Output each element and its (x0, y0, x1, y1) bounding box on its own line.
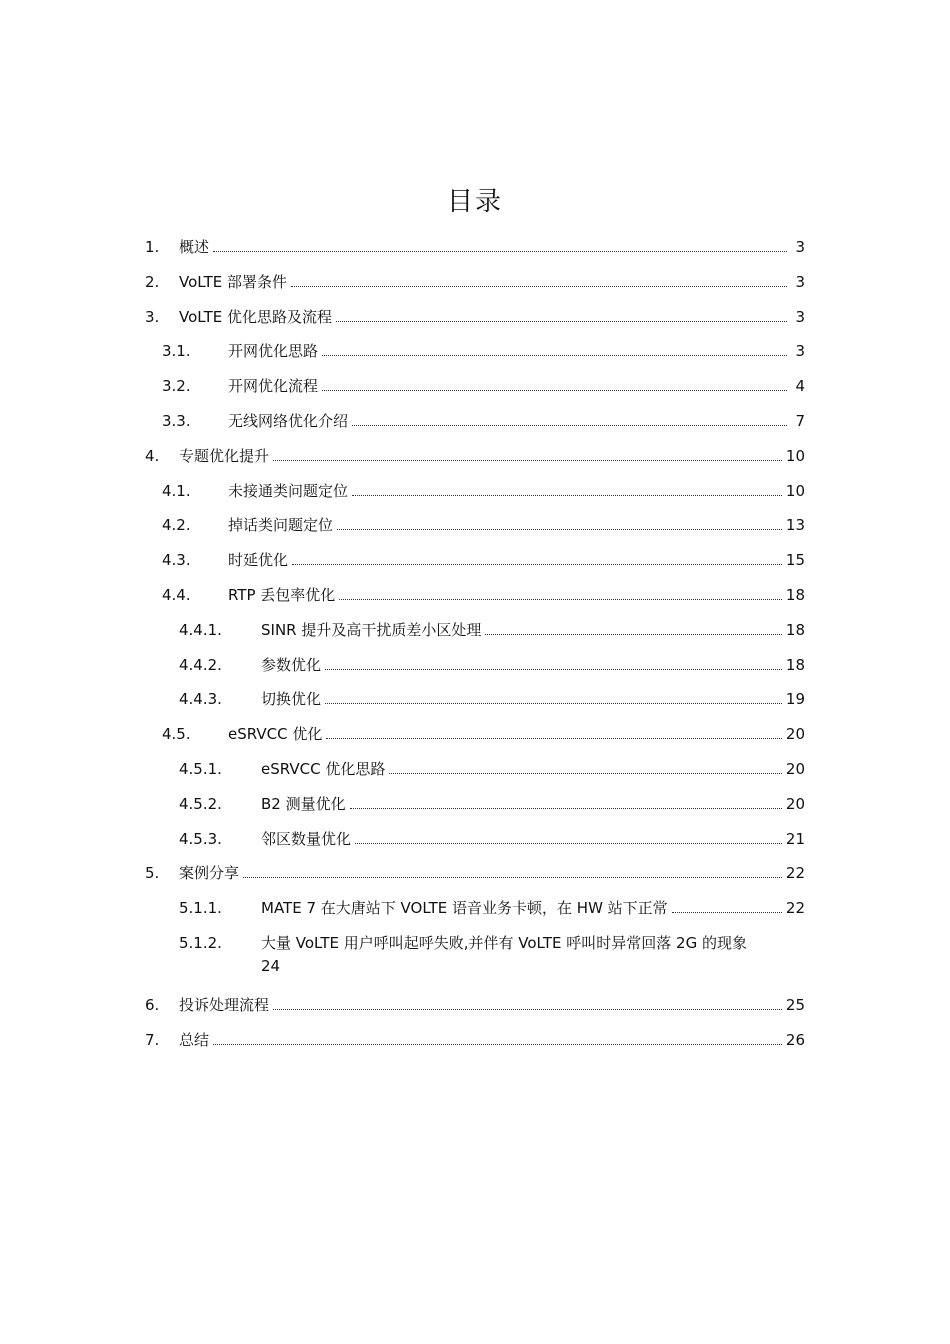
page-title: 目录 (446, 187, 503, 217)
toc-entry-page: 24 (261, 956, 281, 975)
toc-entry-page: 3 (795, 307, 805, 326)
toc-entry-page: 19 (785, 690, 805, 709)
toc-entry-label: 掉话类问题定位 (228, 508, 337, 543)
dot-leader (350, 808, 782, 809)
toc-entry[interactable] (0, 404, 950, 439)
toc-entry[interactable] (0, 439, 950, 474)
toc-entry-label: 邻区数量优化 (261, 822, 355, 857)
toc-entry-label: 开网优化流程 (228, 369, 322, 404)
toc-entry[interactable] (0, 787, 950, 822)
toc-entry[interactable] (0, 856, 950, 891)
toc-entry-number: 1. (145, 238, 160, 256)
toc-entry-label: VoLTE 部署条件 (179, 265, 291, 300)
toc-entry[interactable] (0, 717, 950, 752)
toc-entry-label: SINR 提升及高干扰质差小区处理 (261, 613, 485, 648)
toc-entry-label: 案例分享 (179, 856, 243, 891)
toc-entry[interactable] (0, 891, 950, 926)
toc-entry[interactable] (0, 334, 950, 369)
toc-entry[interactable] (0, 369, 950, 404)
dot-leader (292, 564, 782, 565)
toc-entry[interactable] (0, 613, 950, 648)
toc-entry-label: 概述 (179, 230, 213, 265)
toc-entry-page: 3 (795, 238, 805, 256)
toc-entry-label: 切换优化 (261, 682, 325, 717)
toc-entry-number: 4.4.3. (179, 690, 222, 709)
toc-entry-label: 大量 VoLTE 用户呼叫起呼失败,并伴有 VoLTE 呼叫时异常回落 2G 的现象 (261, 933, 747, 952)
toc-entry-page: 7 (795, 411, 805, 430)
toc-entry-number: 5.1.1. (179, 899, 222, 918)
toc-entry-label: 参数优化 (261, 648, 325, 683)
dot-leader (322, 390, 787, 391)
toc-entry-label: 时延优化 (228, 543, 292, 578)
toc-entry[interactable] (0, 682, 950, 717)
toc-entry-page: 3 (795, 272, 805, 291)
dot-leader (336, 321, 787, 322)
toc-entry[interactable] (0, 230, 950, 265)
toc-entry-number: 7. (145, 1030, 160, 1049)
toc-entry-page: 20 (785, 794, 805, 813)
dot-leader (273, 460, 782, 461)
dot-leader (352, 425, 787, 426)
toc-entry-number: 5.1.2. (179, 933, 222, 952)
toc-entry-page: 18 (785, 655, 805, 674)
toc-entry-page: 10 (785, 446, 805, 465)
toc-entry-number: 4.3. (162, 551, 191, 570)
toc-entry-number: 4.5.3. (179, 829, 222, 848)
dot-leader (352, 495, 782, 496)
toc-entry[interactable] (0, 508, 950, 543)
toc-entry-label: VoLTE 优化思路及流程 (179, 300, 336, 335)
dot-leader (243, 877, 782, 878)
toc-entry-number: 4.5. (162, 725, 191, 744)
toc-entry-page: 4 (795, 377, 805, 396)
toc-entry-number: 4.2. (162, 516, 191, 535)
toc-entry[interactable] (0, 578, 950, 613)
toc-entry[interactable] (0, 926, 950, 988)
toc-entry[interactable] (0, 1023, 950, 1058)
dot-leader (322, 355, 787, 356)
toc-entry-number: 4.5.1. (179, 759, 222, 778)
toc-entry[interactable] (0, 822, 950, 857)
toc-entry-page: 21 (785, 829, 805, 848)
dot-leader (339, 599, 782, 600)
toc-entry-page: 20 (785, 759, 805, 778)
toc-entry[interactable] (0, 543, 950, 578)
toc-entry-label: eSRVCC 优化 (228, 717, 326, 752)
toc-entry-label: eSRVCC 优化思路 (261, 752, 389, 787)
toc-entry-label: 投诉处理流程 (179, 988, 273, 1023)
toc-entry-label: 未接通类问题定位 (228, 474, 352, 509)
toc-entry-number: 6. (145, 995, 160, 1014)
dot-leader (213, 251, 787, 252)
toc-entry-number: 2. (145, 272, 160, 291)
dot-leader (355, 843, 782, 844)
toc-entry-page: 26 (785, 1030, 805, 1049)
toc-entry-number: 3.3. (162, 411, 191, 430)
dot-leader (213, 1044, 782, 1045)
dot-leader (389, 773, 782, 774)
toc-entry[interactable] (0, 474, 950, 509)
dot-leader (485, 634, 782, 635)
toc-entry-page: 3 (795, 342, 805, 361)
toc-entry-page: 10 (785, 481, 805, 500)
toc-entry-page: 18 (785, 585, 805, 604)
toc-entry-label: MATE 7 在大唐站下 VOLTE 语音业务卡顿，在 HW 站下正常 (261, 891, 672, 926)
dot-leader (326, 738, 782, 739)
toc-entry-number: 4. (145, 446, 160, 465)
toc-entry-page: 18 (785, 620, 805, 639)
toc-entry[interactable] (0, 300, 950, 335)
toc-entry-page: 20 (785, 725, 805, 744)
toc-entry-page: 15 (785, 551, 805, 570)
toc-entry-number: 3.2. (162, 377, 191, 396)
toc-entry[interactable] (0, 265, 950, 300)
toc-entry-number: 4.4.2. (179, 655, 222, 674)
toc-entry-number: 3.1. (162, 342, 191, 361)
toc-entry-label: 总结 (179, 1023, 213, 1058)
toc-entry-number: 4.1. (162, 481, 191, 500)
toc-entry-page: 22 (785, 899, 805, 918)
toc-entry-page: 22 (785, 864, 805, 883)
toc-entry-label: RTP 丢包率优化 (228, 578, 339, 613)
toc-entry[interactable] (0, 752, 950, 787)
toc-entry[interactable] (0, 648, 950, 683)
toc-entry-page: 25 (785, 995, 805, 1014)
dot-leader (672, 912, 782, 913)
toc-entry-label: 专题优化提升 (179, 439, 273, 474)
toc-entry-label: B2 测量优化 (261, 787, 350, 822)
dot-leader (337, 529, 782, 530)
toc-entry-label: 无线网络优化介绍 (228, 404, 352, 439)
dot-leader (325, 669, 782, 670)
toc-entry-number: 4.4.1. (179, 620, 222, 639)
dot-leader (325, 703, 782, 704)
toc-entry-number: 4.5.2. (179, 794, 222, 813)
dot-leader (291, 286, 787, 287)
toc-entry-page: 13 (785, 516, 805, 535)
toc-entry-number: 4.4. (162, 585, 191, 604)
toc-entry-number: 3. (145, 307, 160, 326)
table-of-contents (0, 230, 950, 1058)
toc-entry-number: 5. (145, 864, 160, 883)
toc-entry[interactable] (0, 988, 950, 1023)
toc-entry-label: 开网优化思路 (228, 334, 322, 369)
dot-leader (273, 1009, 782, 1010)
